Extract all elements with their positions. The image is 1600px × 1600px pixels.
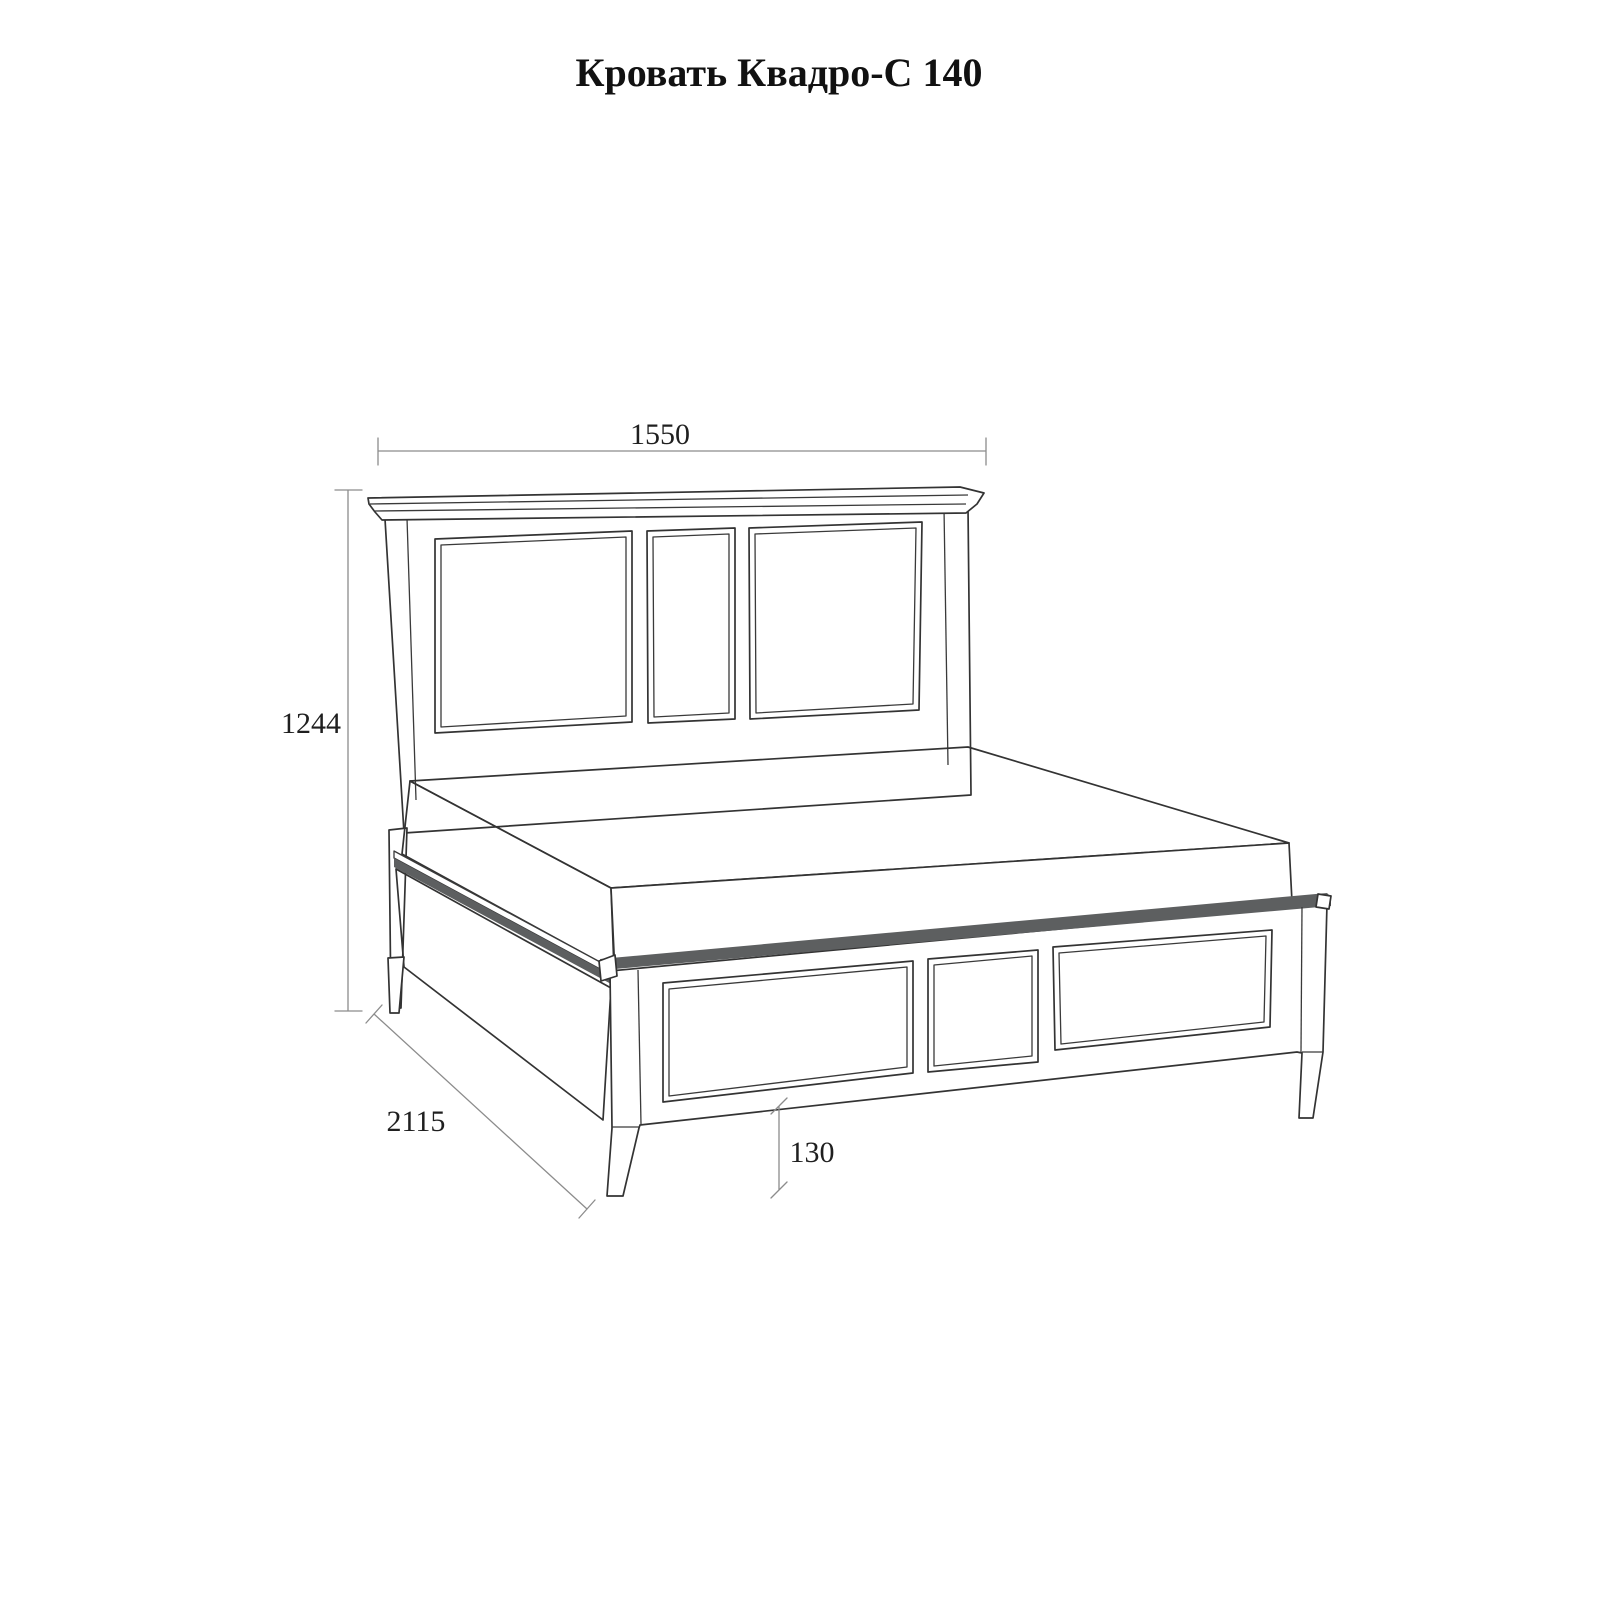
dimension-length-label: 2115 xyxy=(386,1105,446,1138)
headboard-face xyxy=(385,507,971,833)
side-rail xyxy=(388,851,613,1120)
dimension-height-label: 1244 xyxy=(281,707,341,740)
side-rail-trim-strip xyxy=(394,858,613,985)
dimension-clearance xyxy=(771,1098,835,1198)
page-title: Кровать Квадро-С 140 xyxy=(575,50,983,95)
dimension-height-line xyxy=(335,490,362,1011)
dimension-clearance-line xyxy=(771,1098,787,1198)
footboard-rail-cap-right xyxy=(1316,894,1331,909)
dimension-clearance-label: 130 xyxy=(789,1136,835,1169)
dimension-length xyxy=(366,1005,595,1218)
dimension-width-label: 1550 xyxy=(630,418,690,451)
dimension-width xyxy=(378,418,986,465)
side-rail-panel xyxy=(396,869,611,1120)
side-rail-top-lip xyxy=(394,851,613,976)
dimension-height xyxy=(281,490,362,1011)
